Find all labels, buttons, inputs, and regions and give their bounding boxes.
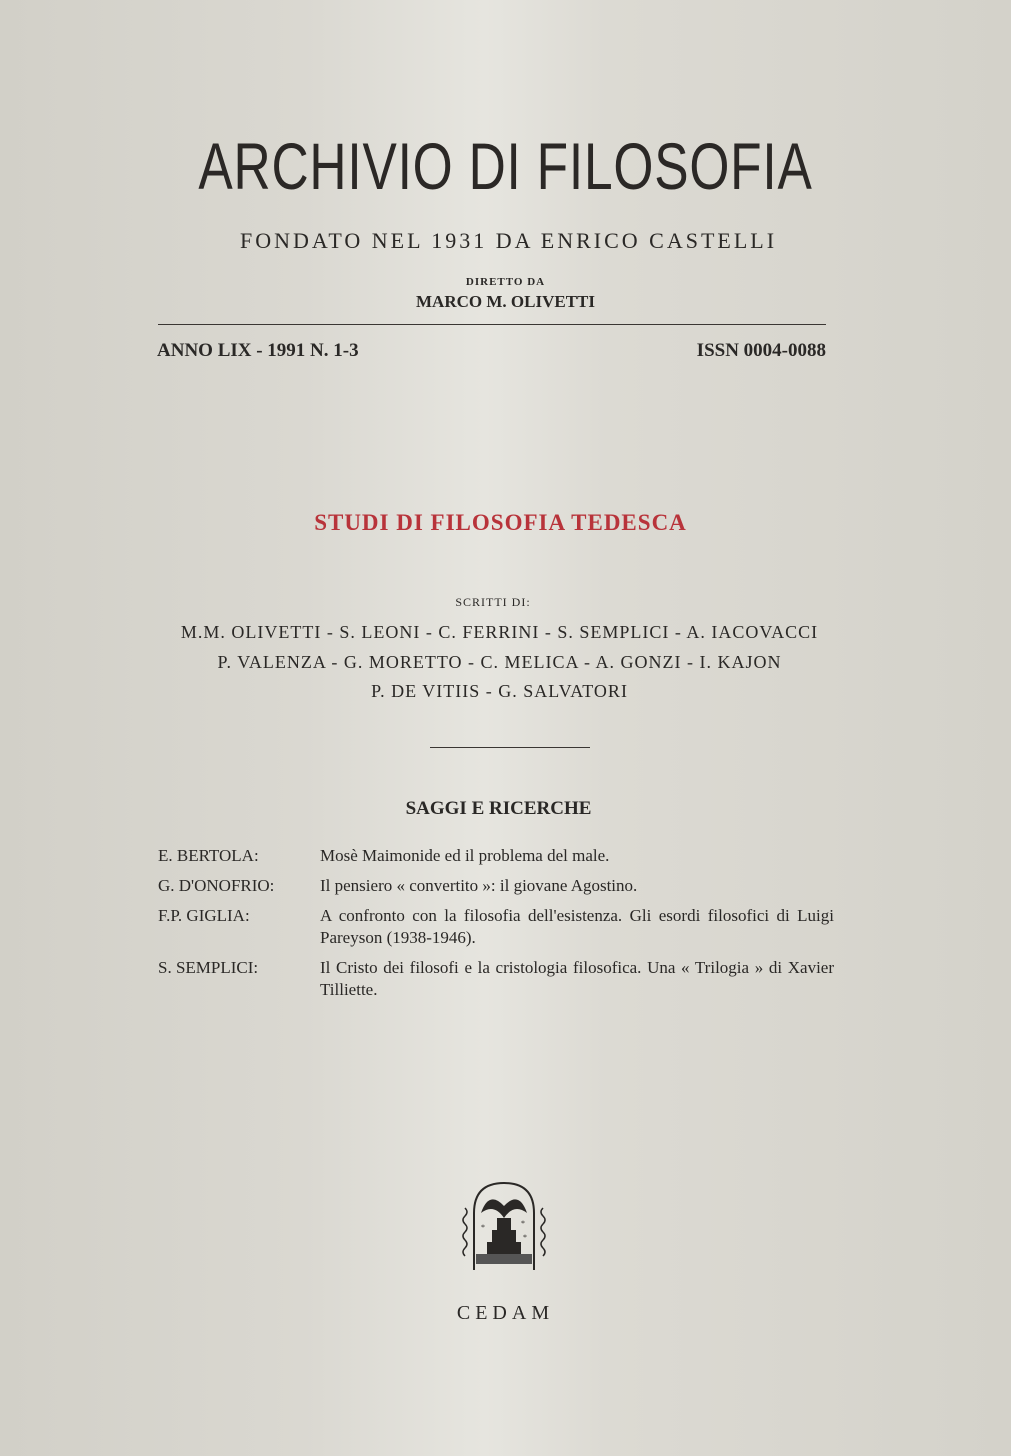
authors-line: P. VALENZA - G. MORETTO - C. MELICA - A. GONZI - I. KAJON [217,652,782,672]
issue-theme: STUDI DI FILOSOFIA TEDESCA [314,510,687,535]
svg-text:*: * [523,1233,527,1242]
directed-label: DIRETTO DA [465,276,546,288]
founded-line: FONDATO NEL 1931 DA ENRICO CASTELLI [239,228,778,253]
essay-title: Il Cristo dei filosofi e la cristologia filosofica. Una « Trilogia » di Xavier Tilliette. [320,958,834,999]
essay-item [158,845,834,867]
svg-text:*: * [481,1223,485,1232]
essay-item [158,957,834,1001]
written-by-label: SCRITTI DI: [455,595,531,609]
section-heading: SAGGI E RICERCHE [405,798,592,819]
essay-title: A confronto con la filosofia dell'esistenza. Gli esordi filosofici di Luigi Pareyson (1938-1946). [320,906,834,947]
publisher-logo-icon [459,1178,549,1278]
essay-item [158,875,834,897]
essay-title: Mosè Maimonide ed il problema del male. [320,846,610,865]
publisher-name: CEDAM [456,1302,555,1324]
essay-list [158,845,834,1009]
essay-author: G. D'ONOFRIO: [158,876,275,895]
director-name: MARCO M. OLIVETTI [416,292,595,311]
essay-author: E. BERTOLA: [158,846,259,865]
journal-title: ARCHIVIO DI FILOSOFIA [198,129,813,203]
authors-line: P. DE VITIIS - G. SALVATORI [371,681,628,701]
essay-item [158,905,834,949]
essay-author: F.P. GIGLIA: [158,906,250,925]
divider [430,747,590,748]
authors-line: M.M. OLIVETTI - S. LEONI - C. FERRINI - S. SEMPLICI - A. IACOVACCI [180,622,819,642]
divider [158,324,826,325]
svg-text:*: * [521,1219,525,1228]
issn: ISSN 0004-0088 [696,340,826,361]
issue-info: ANNO LIX - 1991 N. 1-3 [157,340,359,361]
essay-author: S. SEMPLICI: [158,958,259,977]
essay-title: Il pensiero « convertito »: il giovane Agostino. [320,876,638,895]
